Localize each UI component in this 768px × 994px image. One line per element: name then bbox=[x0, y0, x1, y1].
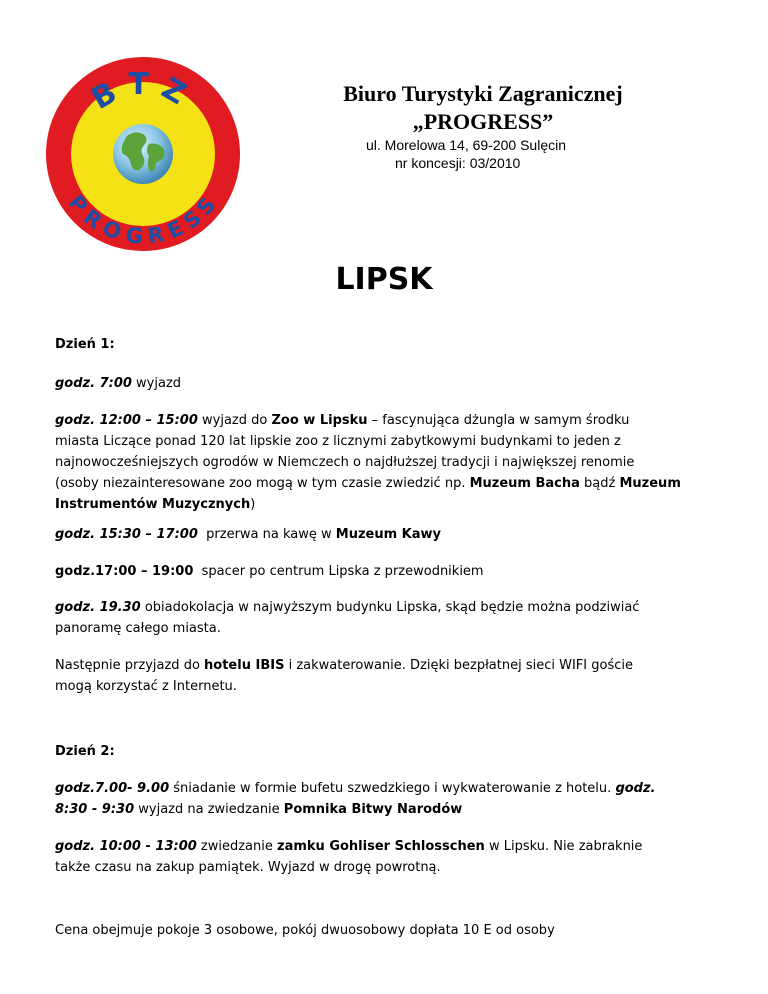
price-note: Cena obejmuje pokoje 3 osobowe, pokój dwuosobowy dopłata 10 E od osoby bbox=[55, 923, 555, 938]
logo-text-btz: BTZ bbox=[85, 66, 201, 118]
text: w Lipsku. Nie zabraknie bbox=[484, 839, 643, 854]
museum-instruments-b: Instrumentów Muzycznych bbox=[55, 497, 251, 512]
coffee-museum: Muzeum Kawy bbox=[335, 527, 442, 542]
day2-item-breakfast bbox=[55, 778, 723, 820]
globe-icon bbox=[113, 124, 173, 184]
day2-heading: Dzień 2: bbox=[55, 744, 115, 759]
zoo-desc-line: najnowocześniejszych ogrodów w Niemczech o najdłuższej tradycji i największej renomie bbox=[55, 455, 635, 470]
company-title: Biuro Turystyki Zagranicznej bbox=[343, 81, 623, 106]
text: przerwa na kawę w bbox=[197, 527, 336, 542]
logo-text-progress: PROGRESS bbox=[63, 190, 223, 249]
time: godz. bbox=[615, 781, 656, 796]
day1-item-departure bbox=[55, 373, 723, 394]
day1-item-hotel bbox=[55, 655, 723, 697]
day1-item-coffee bbox=[55, 524, 723, 545]
text: bądź bbox=[579, 476, 620, 491]
text: – fascynująca dżungla w samym środku bbox=[367, 413, 630, 428]
day1-item-walk bbox=[55, 561, 723, 582]
time: godz. 12:00 – 15:00 bbox=[55, 413, 198, 428]
zoo-desc-line: miasta Liczące ponad 120 lat lipskie zoo z licznymi zabytkowymi budynkami to jeden z bbox=[55, 434, 621, 449]
museum-instruments-a: Muzeum bbox=[619, 476, 681, 491]
day1-item-dinner bbox=[55, 597, 723, 639]
text: Następnie przyjazd do bbox=[55, 658, 205, 673]
time: godz.7.00- 9.00 bbox=[55, 781, 170, 796]
time: godz. 10:00 - 13:00 bbox=[55, 839, 197, 854]
time: 8:30 - 9:30 bbox=[55, 802, 135, 817]
monument-name: Pomnika Bitwy Narodów bbox=[283, 802, 463, 817]
text: panoramę całego miasta. bbox=[55, 621, 221, 636]
museum-bach: Muzeum Bacha bbox=[469, 476, 580, 491]
text: mogą korzystać z Internetu. bbox=[55, 679, 237, 694]
text: obiadokolacja w najwyższym budynku Lipska, skąd będzie można podziwiać bbox=[140, 600, 640, 615]
castle-name: zamku Gohliser Schlosschen bbox=[277, 839, 485, 854]
hotel-name: hotelu IBIS bbox=[204, 658, 285, 673]
page-title: LIPSK bbox=[335, 262, 433, 297]
zoo-name: Zoo w Lipsku bbox=[271, 413, 368, 428]
text: wyjazd do bbox=[197, 413, 272, 428]
company-name: „PROGRESS” bbox=[412, 109, 554, 134]
license-number: nr koncesji: 03/2010 bbox=[395, 155, 521, 171]
time: godz. 19.30 bbox=[55, 600, 141, 615]
time: godz. 15:30 – 17:00 bbox=[55, 527, 198, 542]
day1-item-zoo bbox=[55, 410, 723, 515]
text: spacer po centrum Lipska z przewodnikiem bbox=[193, 564, 484, 579]
text: ) bbox=[250, 497, 256, 512]
text: śniadanie w formie bufetu szwedzkiego i wykwaterowanie z hotelu. bbox=[169, 781, 616, 796]
text: zwiedzanie bbox=[196, 839, 278, 854]
text: wyjazd na zwiedzanie bbox=[134, 802, 284, 817]
day2-item-castle bbox=[55, 836, 723, 878]
text: (osoby niezainteresowane zoo mogą w tym czasie zwiedzić np. bbox=[55, 476, 470, 491]
time: godz.17:00 – 19:00 bbox=[55, 564, 194, 579]
text: także czasu na zakup pamiątek. Wyjazd w drogę powrotną. bbox=[55, 860, 441, 875]
day1-heading: Dzień 1: bbox=[55, 337, 115, 352]
btz-progress-logo bbox=[45, 56, 241, 252]
text: i zakwaterowanie. Dzięki bezpłatnej sieci WIFI goście bbox=[284, 658, 633, 673]
text: wyjazd bbox=[131, 376, 182, 391]
time: godz. 7:00 bbox=[55, 376, 132, 391]
company-address: ul. Morelowa 14, 69-200 Sulęcin bbox=[366, 137, 567, 153]
